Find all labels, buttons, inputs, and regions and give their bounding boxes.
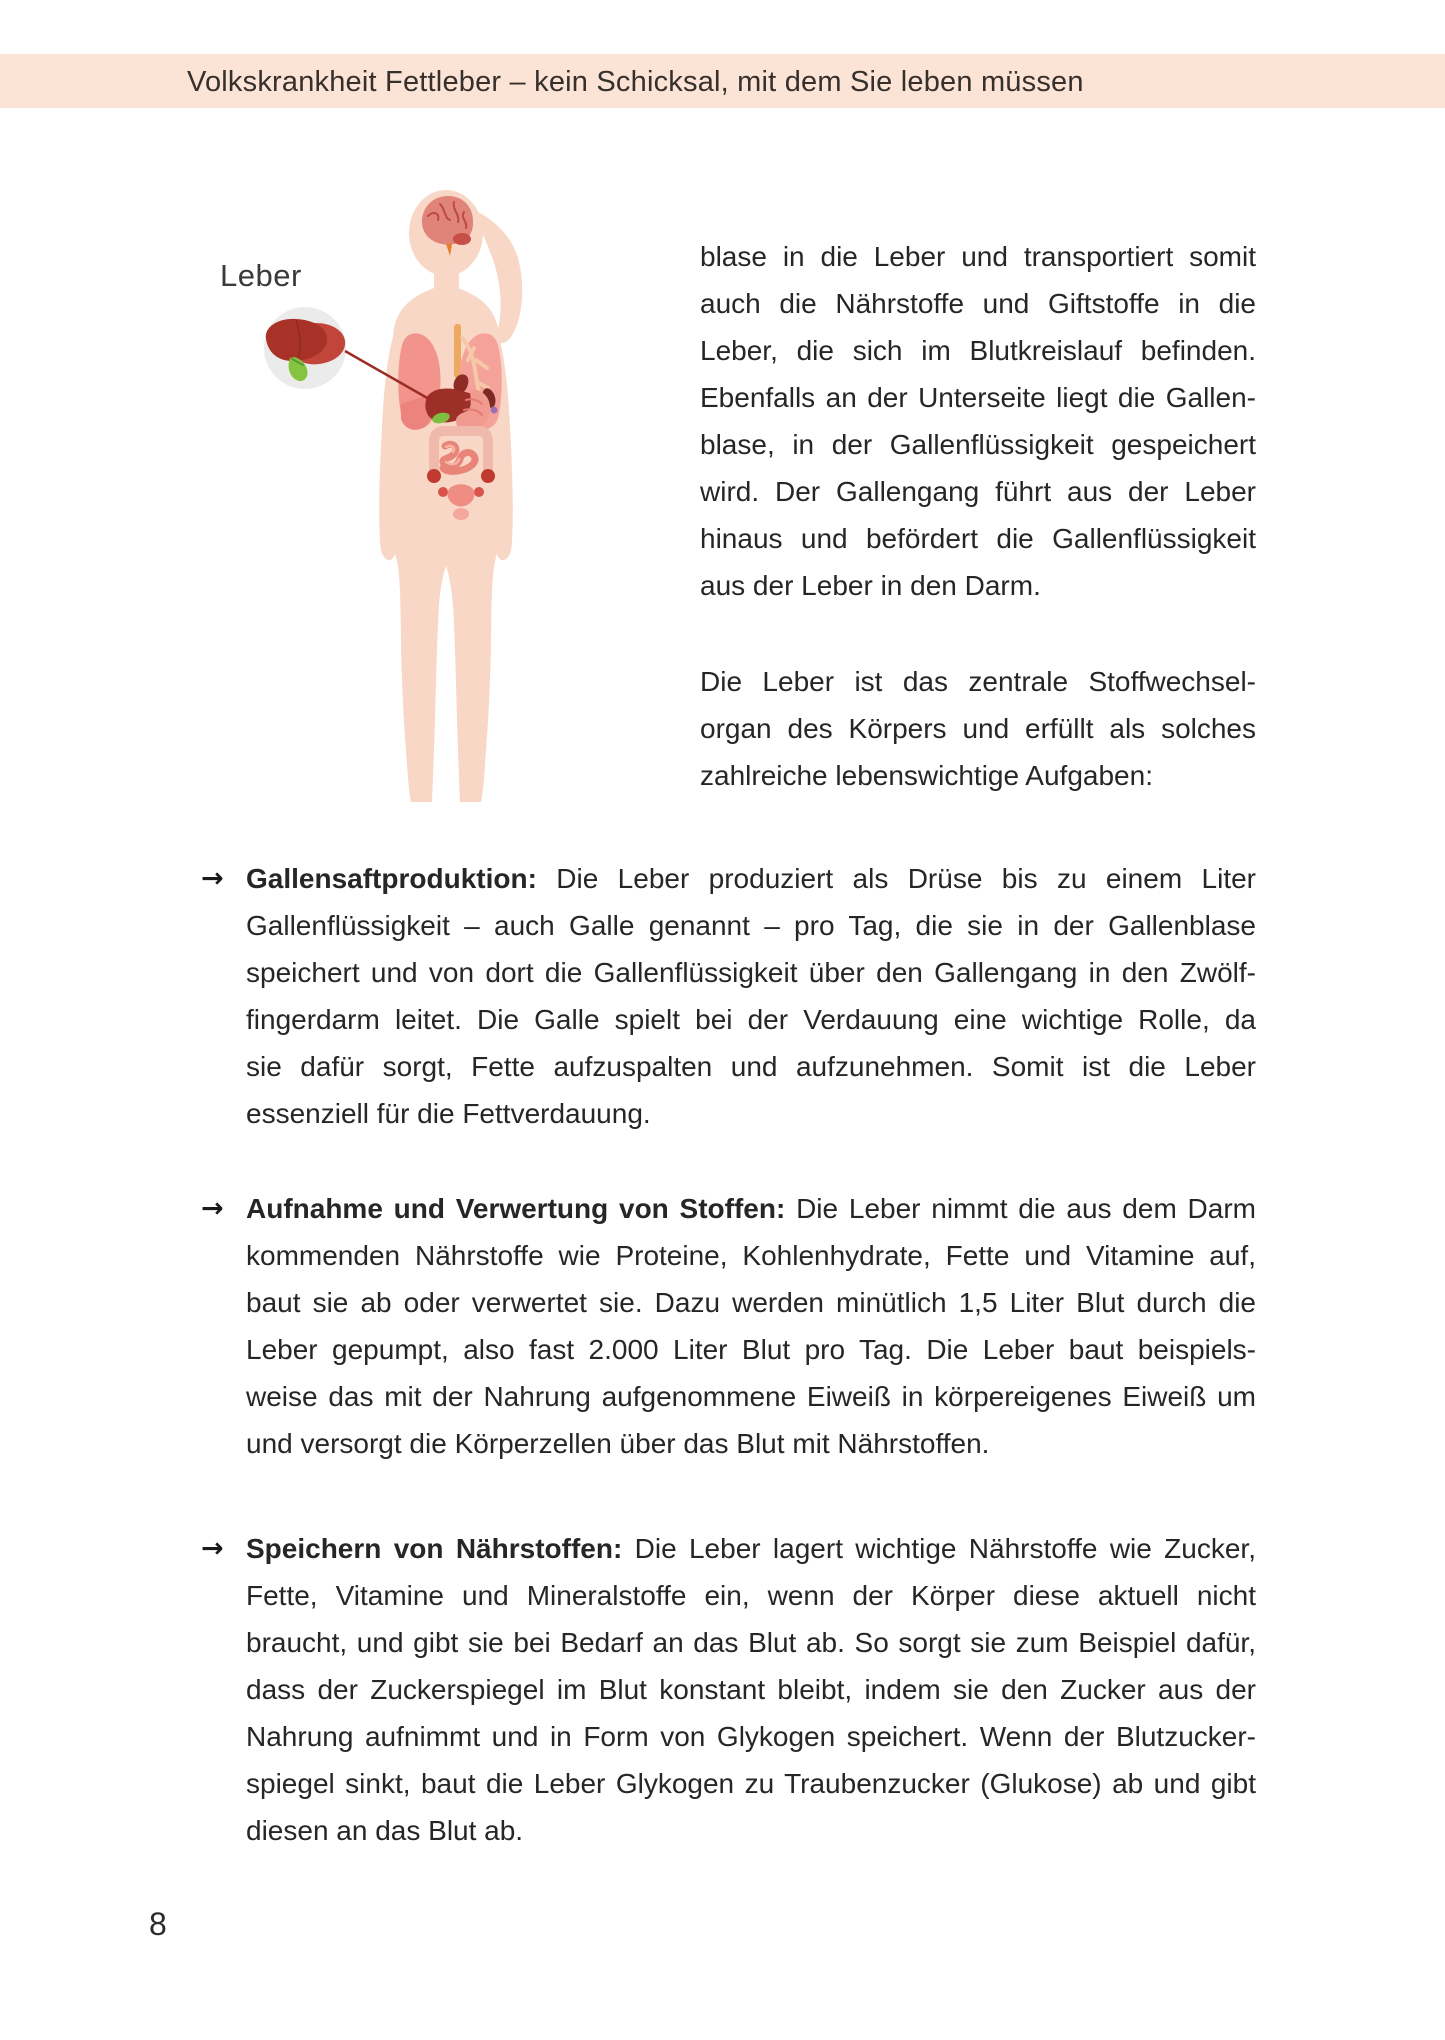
text-line: sie dafür sorgt, Fette aufzuspalten und aufzunehmen. Somit ist die Leber: [246, 1051, 1256, 1082]
bullet-label: Aufnahme und Verwertung von Stoffen:: [246, 1193, 786, 1224]
text-line: dass der Zuckerspiegel im Blut konstant bleibt, indem sie den Zucker aus der: [246, 1674, 1256, 1705]
text-line: und versorgt die Körperzellen über das Blut mit Nährstoffen.: [246, 1428, 990, 1459]
text-line: aus der Leber in den Darm.: [700, 570, 1041, 601]
anatomy-illustration: [140, 130, 560, 820]
bullet-first-line-rest: Die Leber produziert als Drüse bis zu einem Liter: [536, 863, 1256, 894]
trachea-icon: [454, 324, 461, 378]
text-line: auch die Nährstoffe und Giftstoffe in die: [700, 288, 1256, 319]
bullet-first-line: [246, 1525, 1256, 1572]
bullet-label: Gallensaftproduktion:: [246, 863, 537, 894]
intro-text-column: [700, 233, 1256, 799]
text-line: wird. Der Gallengang führt aus der Leber: [700, 476, 1256, 507]
bullet-body-lines: [246, 1232, 1256, 1467]
text-line: Gallenflüssigkeit – auch Galle genannt – pro Tag, die sie in der Gallenblase: [246, 910, 1256, 941]
text-line: spiegel sinkt, baut die Leber Glykogen zu Traubenzucker (Glukose) ab und gibt: [246, 1768, 1256, 1799]
text-line: hinaus und befördert die Gallenflüssigkeit: [700, 523, 1256, 554]
page-number: 8: [149, 1906, 167, 1942]
text-line: fingerdarm leitet. Die Galle spielt bei der Verdauung eine wichtige Rolle, da: [246, 1004, 1256, 1035]
text-line: diesen an das Blut ab.: [246, 1815, 524, 1846]
bullet-first-line-rest: Die Leber lagert wichtige Nährstoffe wie Zucker,: [622, 1533, 1256, 1564]
text-line: Die Leber ist das zentrale Stoffwechsel-: [700, 666, 1256, 697]
text-line: baut sie ab oder verwertet sie. Dazu werden minütlich 1,5 Liter Blut durch die: [246, 1287, 1256, 1318]
text-line: essenziell für die Fettverdauung.: [246, 1098, 651, 1129]
text-line: zahlreiche lebenswichtige Aufgaben:: [700, 760, 1153, 791]
bullet-item-aufnahme-verwertung: [201, 1185, 1256, 1467]
text-line: kommenden Nährstoffe wie Proteine, Kohlenhydrate, Fette und Vitamine auf,: [246, 1240, 1256, 1271]
header-band: [0, 54, 1445, 108]
body-organs-illustration: [140, 130, 560, 820]
bullet-first-line-rest: Die Leber nimmt die aus dem Darm: [785, 1193, 1256, 1224]
text-line: Nahrung aufnimmt und in Form von Glykogen speichert. Wenn der Blutzucker-: [246, 1721, 1256, 1752]
liver-label: Leber: [220, 258, 302, 293]
text-line: Fette, Vitamine und Mineralstoffe ein, wenn der Körper diese aktuell nicht: [246, 1580, 1256, 1611]
bullet-first-line: [246, 855, 1256, 902]
page-title: Volkskrankheit Fettleber – kein Schicksal, mit dem Sie leben müssen: [187, 66, 1084, 98]
arrow-bullet-icon: →: [201, 1533, 224, 1564]
text-line: Leber, die sich im Blutkreislauf befinden.: [700, 335, 1256, 366]
intro-paragraph-1: [700, 233, 1256, 609]
bullet-item-gallensaftproduktion: [201, 855, 1256, 1137]
text-line: blase, in der Gallenflüssigkeit gespeichert: [700, 429, 1256, 460]
bullet-body-lines: [246, 1572, 1256, 1854]
intro-paragraph-2: [700, 658, 1256, 799]
bullet-item-speichern-naehrstoffe: [201, 1525, 1256, 1854]
arrow-bullet-icon: →: [201, 863, 224, 894]
arrow-bullet-icon: →: [201, 1193, 224, 1224]
text-line: Ebenfalls an der Unterseite liegt die Gallen-: [700, 382, 1256, 413]
bullet-body-lines: [246, 902, 1256, 1137]
bullet-first-line: [246, 1185, 1256, 1232]
text-line: blase in die Leber und transportiert somit: [700, 241, 1256, 272]
text-line: Leber gepumpt, also fast 2.000 Liter Blut pro Tag. Die Leber baut beispiels-: [246, 1334, 1256, 1365]
text-line: weise das mit der Nahrung aufgenommene Eiweiß in körpereigenes Eiweiß um: [246, 1381, 1256, 1412]
bullet-label: Speichern von Nährstoffen:: [246, 1533, 623, 1564]
text-line: organ des Körpers und erfüllt als solches: [700, 713, 1256, 744]
text-line: speichert und von dort die Gallenflüssigkeit über den Gallengang in den Zwölf-: [246, 957, 1256, 988]
text-line: braucht, und gibt sie bei Bedarf an das Blut ab. So sorgt sie zum Beispiel dafür,: [246, 1627, 1256, 1658]
